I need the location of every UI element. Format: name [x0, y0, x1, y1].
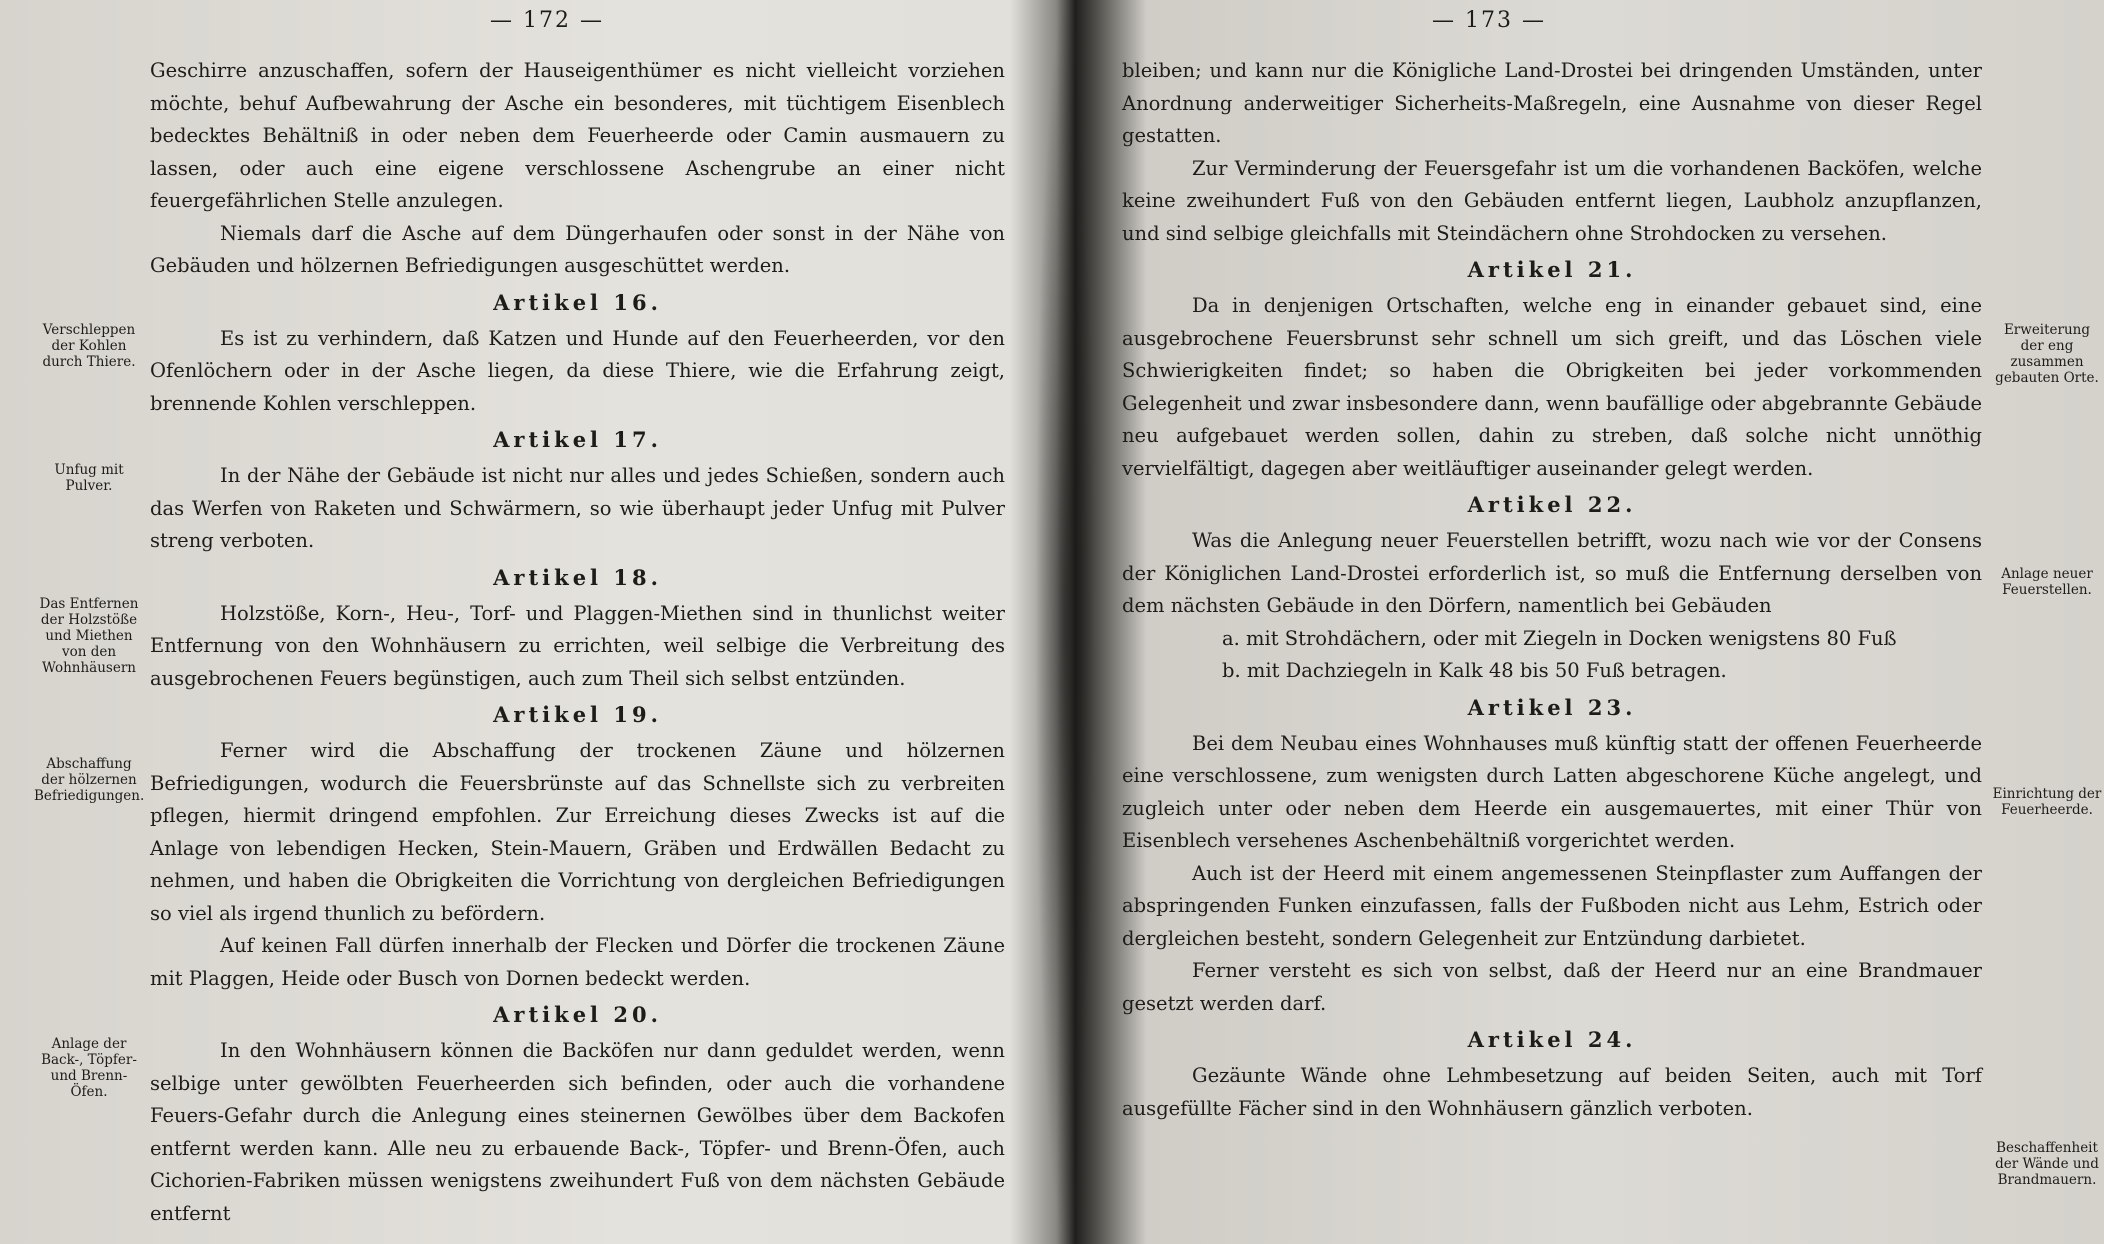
paragraph: Holzstöße, Korn-, Heu-, Torf- und Plaggen-Miethen sind in thunlichst weiter Entfernung von den Wohnhäusern zu errichten, weil selbige die Verbreitung des ausgebrochenen Feuers begünstigen, auch zum Theil sich selbst entzünden.: [150, 601, 1005, 690]
margin-note: Anlage neuer Feuerstellen.: [2001, 566, 2093, 598]
paragraph: Gezäunte Wände ohne Lehmbesetzung auf beiden Seiten, auch mit Torf ausgefüllte Fächer sind in den Wohnhäusern gänzlich verboten.: [1122, 1064, 1982, 1120]
margin-note: Unfug mit Pulver.: [54, 462, 124, 494]
paragraph: In den Wohnhäusern können die Backöfen nur dann geduldet werden, wenn selbige unter gewölbten Feuerheerden sich befinden, oder auch die vorhandene Feuers-Gefahr durch die Anlegung eines steinernen Gewölbes über dem Backofen entfernt werden kann. Alle neu zu erbauende Back-, Töpfer- und Brenn-Öfen, auch Cichorien-Fabriken müssen wenigstens zweihundert Fuß von dem nächsten Gebäude entfernt: [150, 1039, 1005, 1225]
article-heading: Artikel 23.: [1467, 694, 1637, 720]
margin-note: Beschaffenheit der Wände und Brandmauern.: [1995, 1140, 2099, 1188]
page-body: [1122, 55, 1982, 1125]
margin-note: Erweiterung der eng zusammen gebauten Orte.: [1995, 322, 2099, 386]
article-heading: Artikel 19.: [493, 702, 662, 727]
gutter-shadow: [1035, 0, 1095, 1244]
margin-note: Einrichtung der Feuerheerde.: [1992, 786, 2102, 818]
page-number: — 173 —: [1432, 8, 1546, 33]
paragraph: Geschirre anzuschaffen, sofern der Hauseigenthümer es nicht vielleicht vorziehen möchte, behuf Aufbewahrung der Asche ein besonderes, mit tüchtigem Eisenblech bedecktes Behältniß in oder neben dem Feuerheerde oder Camin ausmauern zu lassen, oder auch eine eigene verschlossene Aschengrube an einer nicht feuergefährlichen Stelle anzulegen.: [150, 59, 1005, 212]
margin-note: Verschleppen der Kohlen durch Thiere.: [42, 322, 136, 370]
margin-note: Anlage der Back-, Töpfer- und Brenn-Öfen.: [41, 1036, 137, 1100]
list-item: b. mit Dachziegeln in Kalk 48 bis 50 Fuß betragen.: [1222, 659, 1727, 682]
page-number: — 172 —: [490, 8, 604, 33]
paragraph: Es ist zu verhindern, daß Katzen und Hunde auf den Feuerheerden, vor den Ofenlöchern oder in der Asche liegen, da diese Thiere, wie die Erfahrung zeigt, brennende Kohlen verschleppen.: [150, 326, 1005, 415]
paragraph: Bei dem Neubau eines Wohnhauses muß künftig statt der offenen Feuerheerde eine verschlossene, zum wenigsten durch Latten abgeschorene Küche angelegt, und zugleich unter oder neben dem Heerde ein ausgemauertes, mit einer Thür von Eisenblech versehenes Aschenbehältniß vorgerichtet werden.: [1122, 731, 1982, 852]
paragraph: bleiben; und kann nur die Königliche Land-Drostei bei dringenden Umständen, unter Anordnung anderweitiger Sicherheits-Maßregeln, eine Ausnahme von dieser Regel gestatten.: [1122, 59, 1982, 147]
article-heading: Artikel 18.: [493, 564, 662, 590]
margin-note: Abschaffung der hölzernen Befriedigungen.: [34, 756, 145, 804]
margin-note: Das Entfernen der Holzstöße und Miethen von den Wohnhäusern: [39, 596, 139, 676]
paragraph: Zur Verminderung der Feuersgefahr ist um die vorhandenen Backöfen, welche keine zweihundert Fuß von den Gebäuden entfernt liegen, Laubholz anzupflanzen, und sind selbige gleichfalls mit Steindächern ohne Strohdocken zu versehen.: [1122, 156, 1982, 245]
paragraph: Ferner versteht es sich von selbst, daß der Heerd nur an eine Brandmauer gesetzt werden darf.: [1122, 959, 1982, 1015]
article-heading: Artikel 22.: [1467, 492, 1637, 517]
article-heading: Artikel 24.: [1467, 1027, 1637, 1052]
paragraph: Ferner wird die Abschaffung der trockenen Zäune und hölzernen Befriedigungen, wodurch die Feuersbrünste auf das Schnellste sich zu verbreiten pflegen, hiermit dringend empfohlen. Zur Erreichung dieses Zwecks ist auf die Anlage von lebendigen Hecken, Stein-Mauern, Gräben und Erdwällen Bedacht zu nehmen, und haben die Obrigkeiten die Vorrichtung von dergleichen Befriedigungen so viel als irgend thunlich zu befördern.: [150, 739, 1005, 925]
article-heading: Artikel 21.: [1467, 257, 1637, 282]
paragraph: Auf keinen Fall dürfen innerhalb der Flecken und Dörfer die trockenen Zäune mit Plaggen, Heide oder Busch von Dornen bedeckt werden.: [150, 934, 1005, 990]
article-heading: Artikel 16.: [493, 289, 662, 315]
right-page: [1092, 0, 2104, 1244]
paragraph: In der Nähe der Gebäude ist nicht nur alles und jedes Schießen, sondern auch das Werfen von Raketen und Schwärmern, so wie überhaupt jeder Unfug mit Pulver streng verboten.: [150, 464, 1005, 552]
paragraph: Niemals darf die Asche auf dem Düngerhaufen oder sonst in der Nähe von Gebäuden und hölzernen Befriedigungen ausgeschüttet werden.: [150, 221, 1005, 277]
left-page: [0, 0, 1040, 1244]
list-item: a. mit Strohdächern, oder mit Ziegeln in Docken wenigstens 80 Fuß: [1222, 626, 1897, 650]
article-heading: Artikel 17.: [493, 427, 662, 452]
paragraph: Was die Anlegung neuer Feuerstellen betrifft, wozu nach wie vor der Consens der Königlichen Land-Drostei erforderlich ist, so muß die Entfernung derselben von dem nächsten Gebäude in den Dörfern, namentlich bei Gebäuden: [1122, 529, 1982, 617]
paragraph: Auch ist der Heerd mit einem angemessenen Steinpflaster zum Auffangen der abspringenden Funken einzufassen, falls der Fußboden nicht aus Lehm, Estrich oder dergleichen besteht, sondern Gelegenheit zur Entzündung darbietet.: [1122, 861, 1982, 950]
page-body: [150, 55, 1005, 1230]
article-heading: Artikel 20.: [493, 1002, 662, 1027]
paragraph: Da in denjenigen Ortschaften, welche eng in einander gebauet sind, eine ausgebrochene Feuersbrunst sehr schnell um sich greift, und das Löschen viele Schwierigkeiten findet; so haben die Obrigkeiten bei jeder vorkommenden Gelegenheit und zwar insbesondere dann, wenn baufällige oder abgebrannte Gebäude neu aufgebauet werden sollen, dahin zu streben, daß solche nicht unnöthig vervielfältigt, dagegen aber weitläuftiger auseinander gelegt werden.: [1122, 294, 1982, 480]
